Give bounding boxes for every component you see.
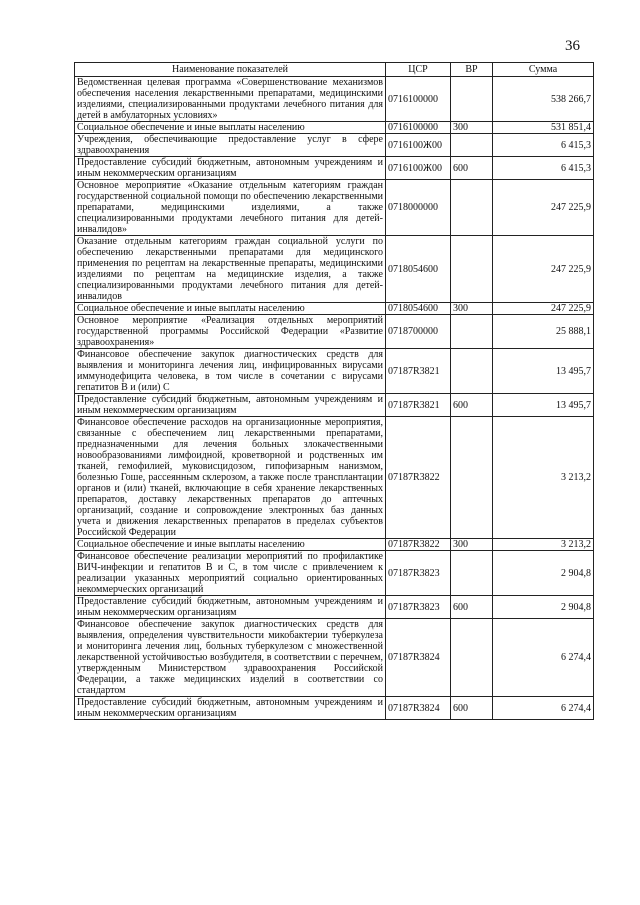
name-cell: Основное мероприятие «Реализация отдельных мероприятий государственной программы Российской Федерации «Развитие здравоохранения» (75, 315, 386, 349)
vr-cell: 300 (451, 122, 493, 134)
name-cell: Предоставление субсидий бюджетным, автономным учреждениям и иным некоммерческим организациям (75, 596, 386, 619)
table-row (75, 236, 594, 303)
sum-cell: 6 274,4 (493, 697, 594, 720)
vr-cell (451, 551, 493, 596)
table-row (75, 619, 594, 697)
vr-cell (451, 619, 493, 697)
table-row (75, 596, 594, 619)
name-cell: Оказание отдельным категориям граждан социальной услуги по обеспечению лекарственными препаратами для медицинского применения по рецептам на лекарственные препараты, медицинскими изделиями по рецептам на медицинские изделия, а также специализированными продуктами лечебного питания для детей-инвалидов (75, 236, 386, 303)
sum-cell: 247 225,9 (493, 303, 594, 315)
table-row (75, 315, 594, 349)
sum-cell: 25 888,1 (493, 315, 594, 349)
table-row (75, 180, 594, 236)
table-row (75, 157, 594, 180)
table-row (75, 122, 594, 134)
vr-cell (451, 236, 493, 303)
csr-cell: 07187R3823 (386, 596, 451, 619)
name-cell: Предоставление субсидий бюджетным, автономным учреждениям и иным некоммерческим организациям (75, 697, 386, 720)
name-cell: Предоставление субсидий бюджетным, автономным учреждениям и иным некоммерческим организациям (75, 157, 386, 180)
sum-cell: 6 415,3 (493, 157, 594, 180)
sum-cell: 247 225,9 (493, 180, 594, 236)
vr-cell: 600 (451, 394, 493, 417)
sum-cell: 3 213,2 (493, 417, 594, 539)
vr-cell (451, 77, 493, 122)
csr-cell: 07187R3822 (386, 539, 451, 551)
csr-cell: 0718054600 (386, 303, 451, 315)
name-cell: Финансовое обеспечение расходов на организационные мероприятия, связанные с обеспечением лиц лекарственными препаратами, предназначенными для лечения больных злокачественными новообразованиями лимфоидной, кроветворной и родственных им тканей, гемофилией, муковисцидозом, гипофизарным нанизмом, болезнью Гоше, рассеянным склерозом, а также после трансплантации органов и (или) тканей, включающие в себя хранение лекарственных препаратов, доставку лекарственных препаратов до аптечных организаций, создание и сопровождение электронных баз данных учета и движения лекарственных препаратов в пределах субъектов Российской Федерации (75, 417, 386, 539)
name-cell: Основное мероприятие «Оказание отдельным категориям граждан государственной социальной помощи по обеспечению лекарственными препаратами, медицинскими изделиями, а также специализированными продуктами лечебного питания для детей-инвалидов» (75, 180, 386, 236)
name-cell: Предоставление субсидий бюджетным, автономным учреждениям и иным некоммерческим организациям (75, 394, 386, 417)
table-row (75, 539, 594, 551)
name-cell: Ведомственная целевая программа «Совершенствование механизмов обеспечения населения лекарственными препаратами, медицинскими изделиями, специализированными продуктами лечебного питания для детей в амбулаторных условиях» (75, 77, 386, 122)
csr-cell: 0716100Ж00 (386, 134, 451, 157)
budget-table (74, 62, 594, 720)
csr-cell: 07187R3824 (386, 697, 451, 720)
table-row (75, 697, 594, 720)
csr-cell: 07187R3824 (386, 619, 451, 697)
vr-cell: 300 (451, 303, 493, 315)
header-csr: ЦСР (386, 63, 451, 77)
csr-cell: 0718000000 (386, 180, 451, 236)
header-vr: ВР (451, 63, 493, 77)
header-name: Наименование показателей (75, 63, 386, 77)
csr-cell: 07187R3822 (386, 417, 451, 539)
csr-cell: 0718700000 (386, 315, 451, 349)
header-sum: Сумма (493, 63, 594, 77)
csr-cell: 0716100000 (386, 77, 451, 122)
table-row (75, 394, 594, 417)
table-row (75, 303, 594, 315)
name-cell: Социальное обеспечение и иные выплаты населению (75, 122, 386, 134)
name-cell: Учреждения, обеспечивающие предоставление услуг в сфере здравоохранения (75, 134, 386, 157)
name-cell: Социальное обеспечение и иные выплаты населению (75, 539, 386, 551)
sum-cell: 531 851,4 (493, 122, 594, 134)
vr-cell: 600 (451, 697, 493, 720)
vr-cell (451, 180, 493, 236)
table-row (75, 551, 594, 596)
table-body (75, 77, 594, 720)
page-number: 36 (565, 38, 580, 54)
vr-cell (451, 315, 493, 349)
sum-cell: 3 213,2 (493, 539, 594, 551)
vr-cell: 300 (451, 539, 493, 551)
table-header (75, 63, 594, 77)
vr-cell (451, 349, 493, 394)
sum-cell: 13 495,7 (493, 394, 594, 417)
name-cell: Социальное обеспечение и иные выплаты населению (75, 303, 386, 315)
name-cell: Финансовое обеспечение реализации мероприятий по профилактике ВИЧ-инфекции и гепатитов В и С, в том числе с привлечением к реализации указанных мероприятий социально ориентированных некоммерческих организаций (75, 551, 386, 596)
sum-cell: 247 225,9 (493, 236, 594, 303)
table-row (75, 349, 594, 394)
sum-cell: 2 904,8 (493, 596, 594, 619)
vr-cell (451, 134, 493, 157)
csr-cell: 0718054600 (386, 236, 451, 303)
vr-cell (451, 417, 493, 539)
sum-cell: 2 904,8 (493, 551, 594, 596)
table-row (75, 134, 594, 157)
csr-cell: 0716100000 (386, 122, 451, 134)
table-row (75, 77, 594, 122)
vr-cell: 600 (451, 157, 493, 180)
name-cell: Финансовое обеспечение закупок диагностических средств для выявления, определения чувствительности микобактерии туберкулеза и мониторинга лечения лиц, больных туберкулезом с множественной лекарственной устойчивостью возбудителя, в соответствии с перечнем, утвержденным Министерством здравоохранения Российской Федерации, а также медицинских изделий в соответствии со стандартом (75, 619, 386, 697)
sum-cell: 13 495,7 (493, 349, 594, 394)
sum-cell: 6 274,4 (493, 619, 594, 697)
sum-cell: 6 415,3 (493, 134, 594, 157)
name-cell: Финансовое обеспечение закупок диагностических средств для выявления и мониторинга лечения лиц, инфицированных вирусами иммунодефицита человека, в том числе в сочетании с вирусами гепатитов В и (или) С (75, 349, 386, 394)
vr-cell: 600 (451, 596, 493, 619)
sum-cell: 538 266,7 (493, 77, 594, 122)
csr-cell: 07187R3821 (386, 349, 451, 394)
csr-cell: 07187R3821 (386, 394, 451, 417)
csr-cell: 0716100Ж00 (386, 157, 451, 180)
csr-cell: 07187R3823 (386, 551, 451, 596)
table-row (75, 417, 594, 539)
